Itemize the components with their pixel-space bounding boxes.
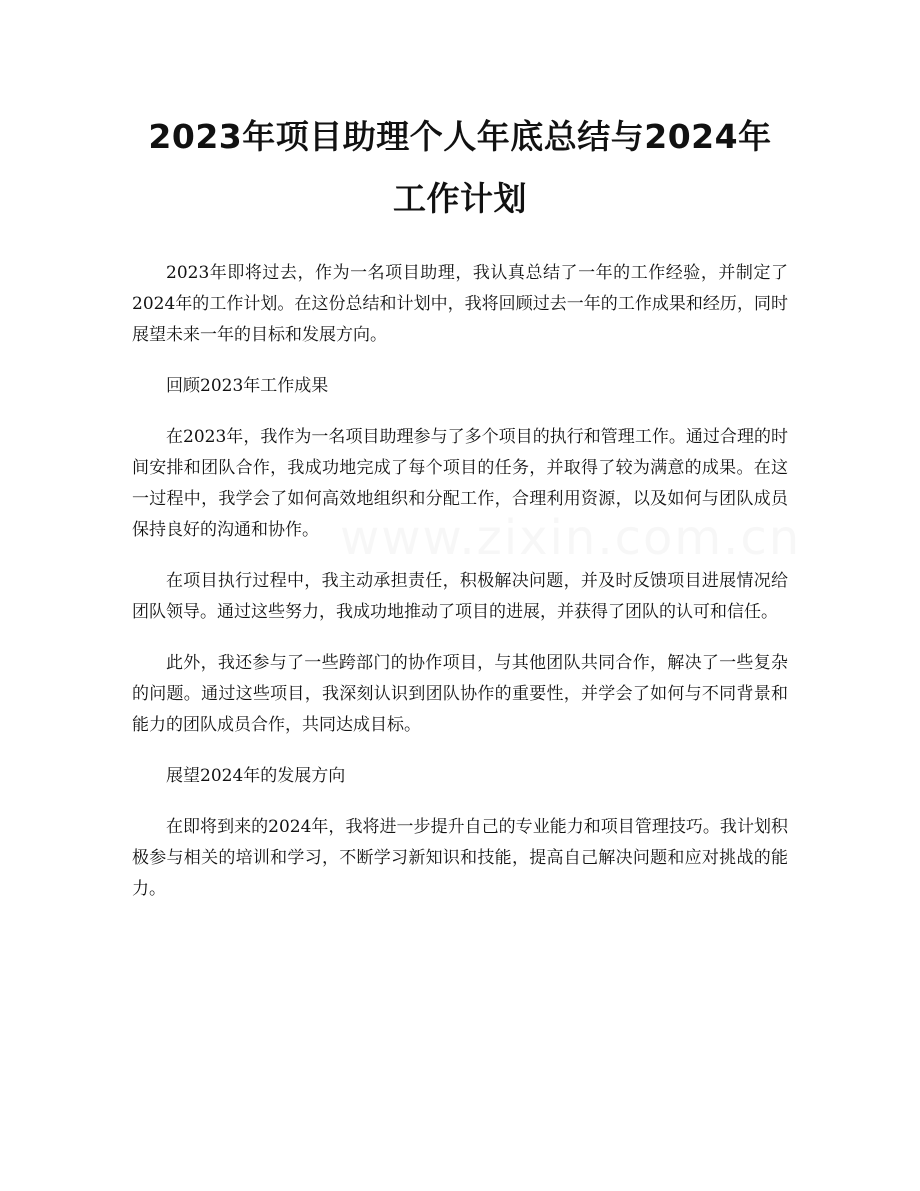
section-heading-outlook: 展望2024年的发展方向 [166,766,346,786]
intro-paragraph: 2023年即将过去，作为一名项目助理，我认真总结了一年的工作经验，并制定了2024年的工作计划。在这份总结和计划中，我将回顾过去一年的工作成果和经历，同时展望未来一年的目标和发展方向。 [132,263,788,345]
review-paragraph-2: 在项目执行过程中，我主动承担责任，积极解决问题，并及时反馈项目进展情况给团队领导。通过这些努力，我成功地推动了项目的进展，并获得了团队的认可和信任。 [132,571,788,622]
review-paragraph-1: 在2023年，我作为一名项目助理参与了多个项目的执行和管理工作。通过合理的时间安排和团队合作，我成功地完成了每个项目的任务，并取得了较为满意的成果。在这一过程中，我学会了如何高效地组织和分配工作，合理利用资源，以及如何与团队成员保持良好的沟通和协作。 [132,427,788,540]
section-heading-review: 回顾2023年工作成果 [166,376,329,396]
outlook-paragraph-1: 在即将到来的2024年，我将进一步提升自己的专业能力和项目管理技巧。我计划积极参与相关的培训和学习，不断学习新知识和技能，提高自己解决问题和应对挑战的能力。 [132,817,788,899]
review-paragraph-3: 此外，我还参与了一些跨部门的协作项目，与其他团队共同合作，解决了一些复杂的问题。通过这些项目，我深刻认识到团队协作的重要性，并学会了如何与不同背景和能力的团队成员合作，共同达成目标。 [132,653,788,735]
document-title: 2023年项目助理个人年底总结与2024年工作计划 [148,117,772,218]
watermark-text: www.zixin.com.cn [340,510,802,566]
